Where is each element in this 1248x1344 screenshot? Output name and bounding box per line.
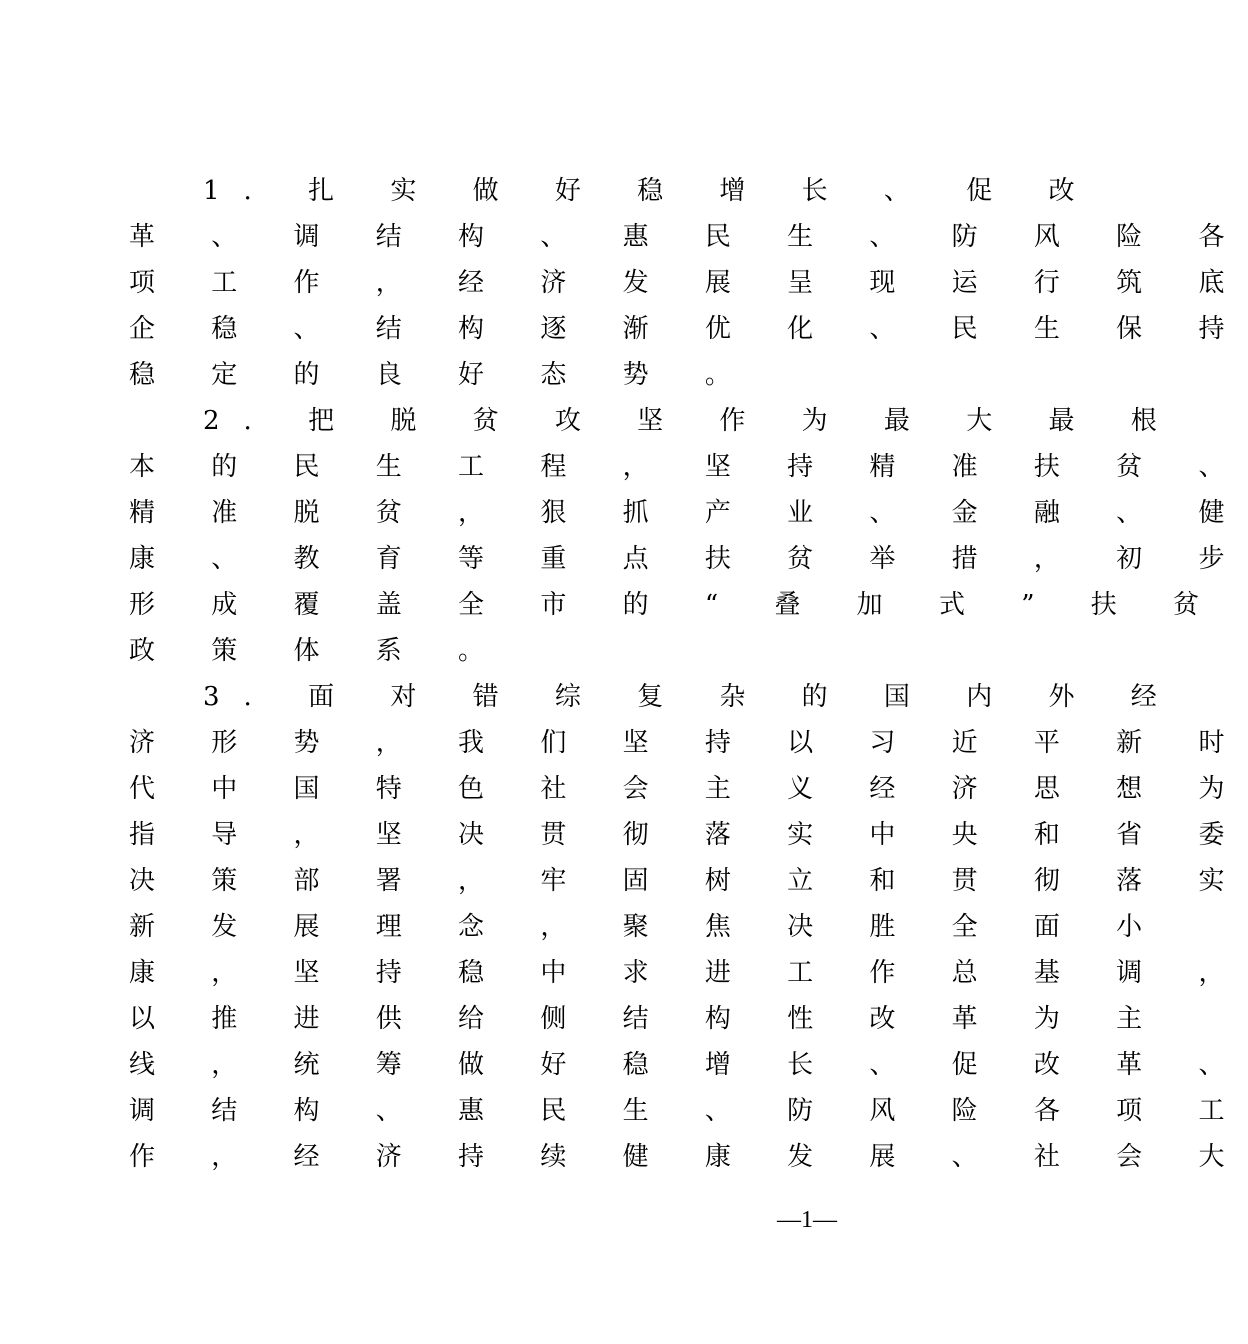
page-number: —1—	[777, 1207, 837, 1233]
paragraph-1-line-4: 企 稳 、 结 构 逐 渐 优 化 、 民 生 保 持	[129, 314, 1248, 344]
paragraph-3-line-8: 以 推 进 供 给 侧 结 构 性 改 革 为 主	[129, 1004, 1167, 1034]
paragraph-1-line-2: 革 、 调 结 构 、 惠 民 生 、 防 风 险 各	[129, 222, 1248, 252]
paragraph-3-line-1: 3. 面 对 错 综 复 杂 的 国 内 外 经	[203, 682, 1181, 712]
paragraph-2-line-3: 精 准 脱 贫 ， 狠 抓 产 业 、 金 融 、 健	[129, 498, 1248, 528]
paragraph-2-line-2: 本 的 民 生 工 程 ， 坚 持 精 准 扶 贫 、	[129, 452, 1248, 482]
paragraph-2-line-5: 形 成 覆 盖 全 市 的 “ 叠 加 式 ” 扶 贫	[129, 590, 1224, 620]
paragraph-3-line-11: 作 ， 经 济 持 续 健 康 发 展 、 社 会 大	[129, 1142, 1248, 1172]
paragraph-3-line-9: 线 ， 统 筹 做 好 稳 增 长 、 促 改 革 、	[129, 1050, 1248, 1080]
paragraph-3-line-7: 康 ， 坚 持 稳 中 求 进 工 作 总 基 调 ，	[129, 958, 1248, 988]
paragraph-3-line-5: 决 策 部 署 ， 牢 固 树 立 和 贯 彻 落 实	[129, 866, 1248, 896]
paragraph-1-line-5: 稳 定 的 良 好 态 势 。	[129, 360, 755, 390]
paragraph-3-line-10: 调 结 构 、 惠 民 生 、 防 风 险 各 项 工	[129, 1096, 1248, 1126]
paragraph-2-line-6: 政 策 体 系 。	[129, 636, 509, 666]
paragraph-3-line-2: 济 形 势 ， 我 们 坚 持 以 习 近 平 新 时	[129, 728, 1248, 758]
paragraph-3-line-4: 指 导 ， 坚 决 贯 彻 落 实 中 央 和 省 委	[129, 820, 1248, 850]
paragraph-2-line-1: 2. 把 脱 贫 攻 坚 作 为 最 大 最 根	[203, 406, 1181, 436]
paragraph-1-line-3: 项 工 作 ， 经 济 发 展 呈 现 运 行 筑 底	[129, 268, 1248, 298]
paragraph-3-line-3: 代 中 国 特 色 社 会 主 义 经 济 思 想 为	[129, 774, 1248, 804]
paragraph-2-line-4: 康 、 教 育 等 重 点 扶 贫 举 措 ， 初 步	[129, 544, 1248, 574]
paragraph-1-line-1: 1. 扎 实 做 好 稳 增 长 、 促 改	[203, 176, 1099, 206]
paragraph-3-line-6: 新 发 展 理 念 ， 聚 焦 决 胜 全 面 小	[129, 912, 1167, 942]
